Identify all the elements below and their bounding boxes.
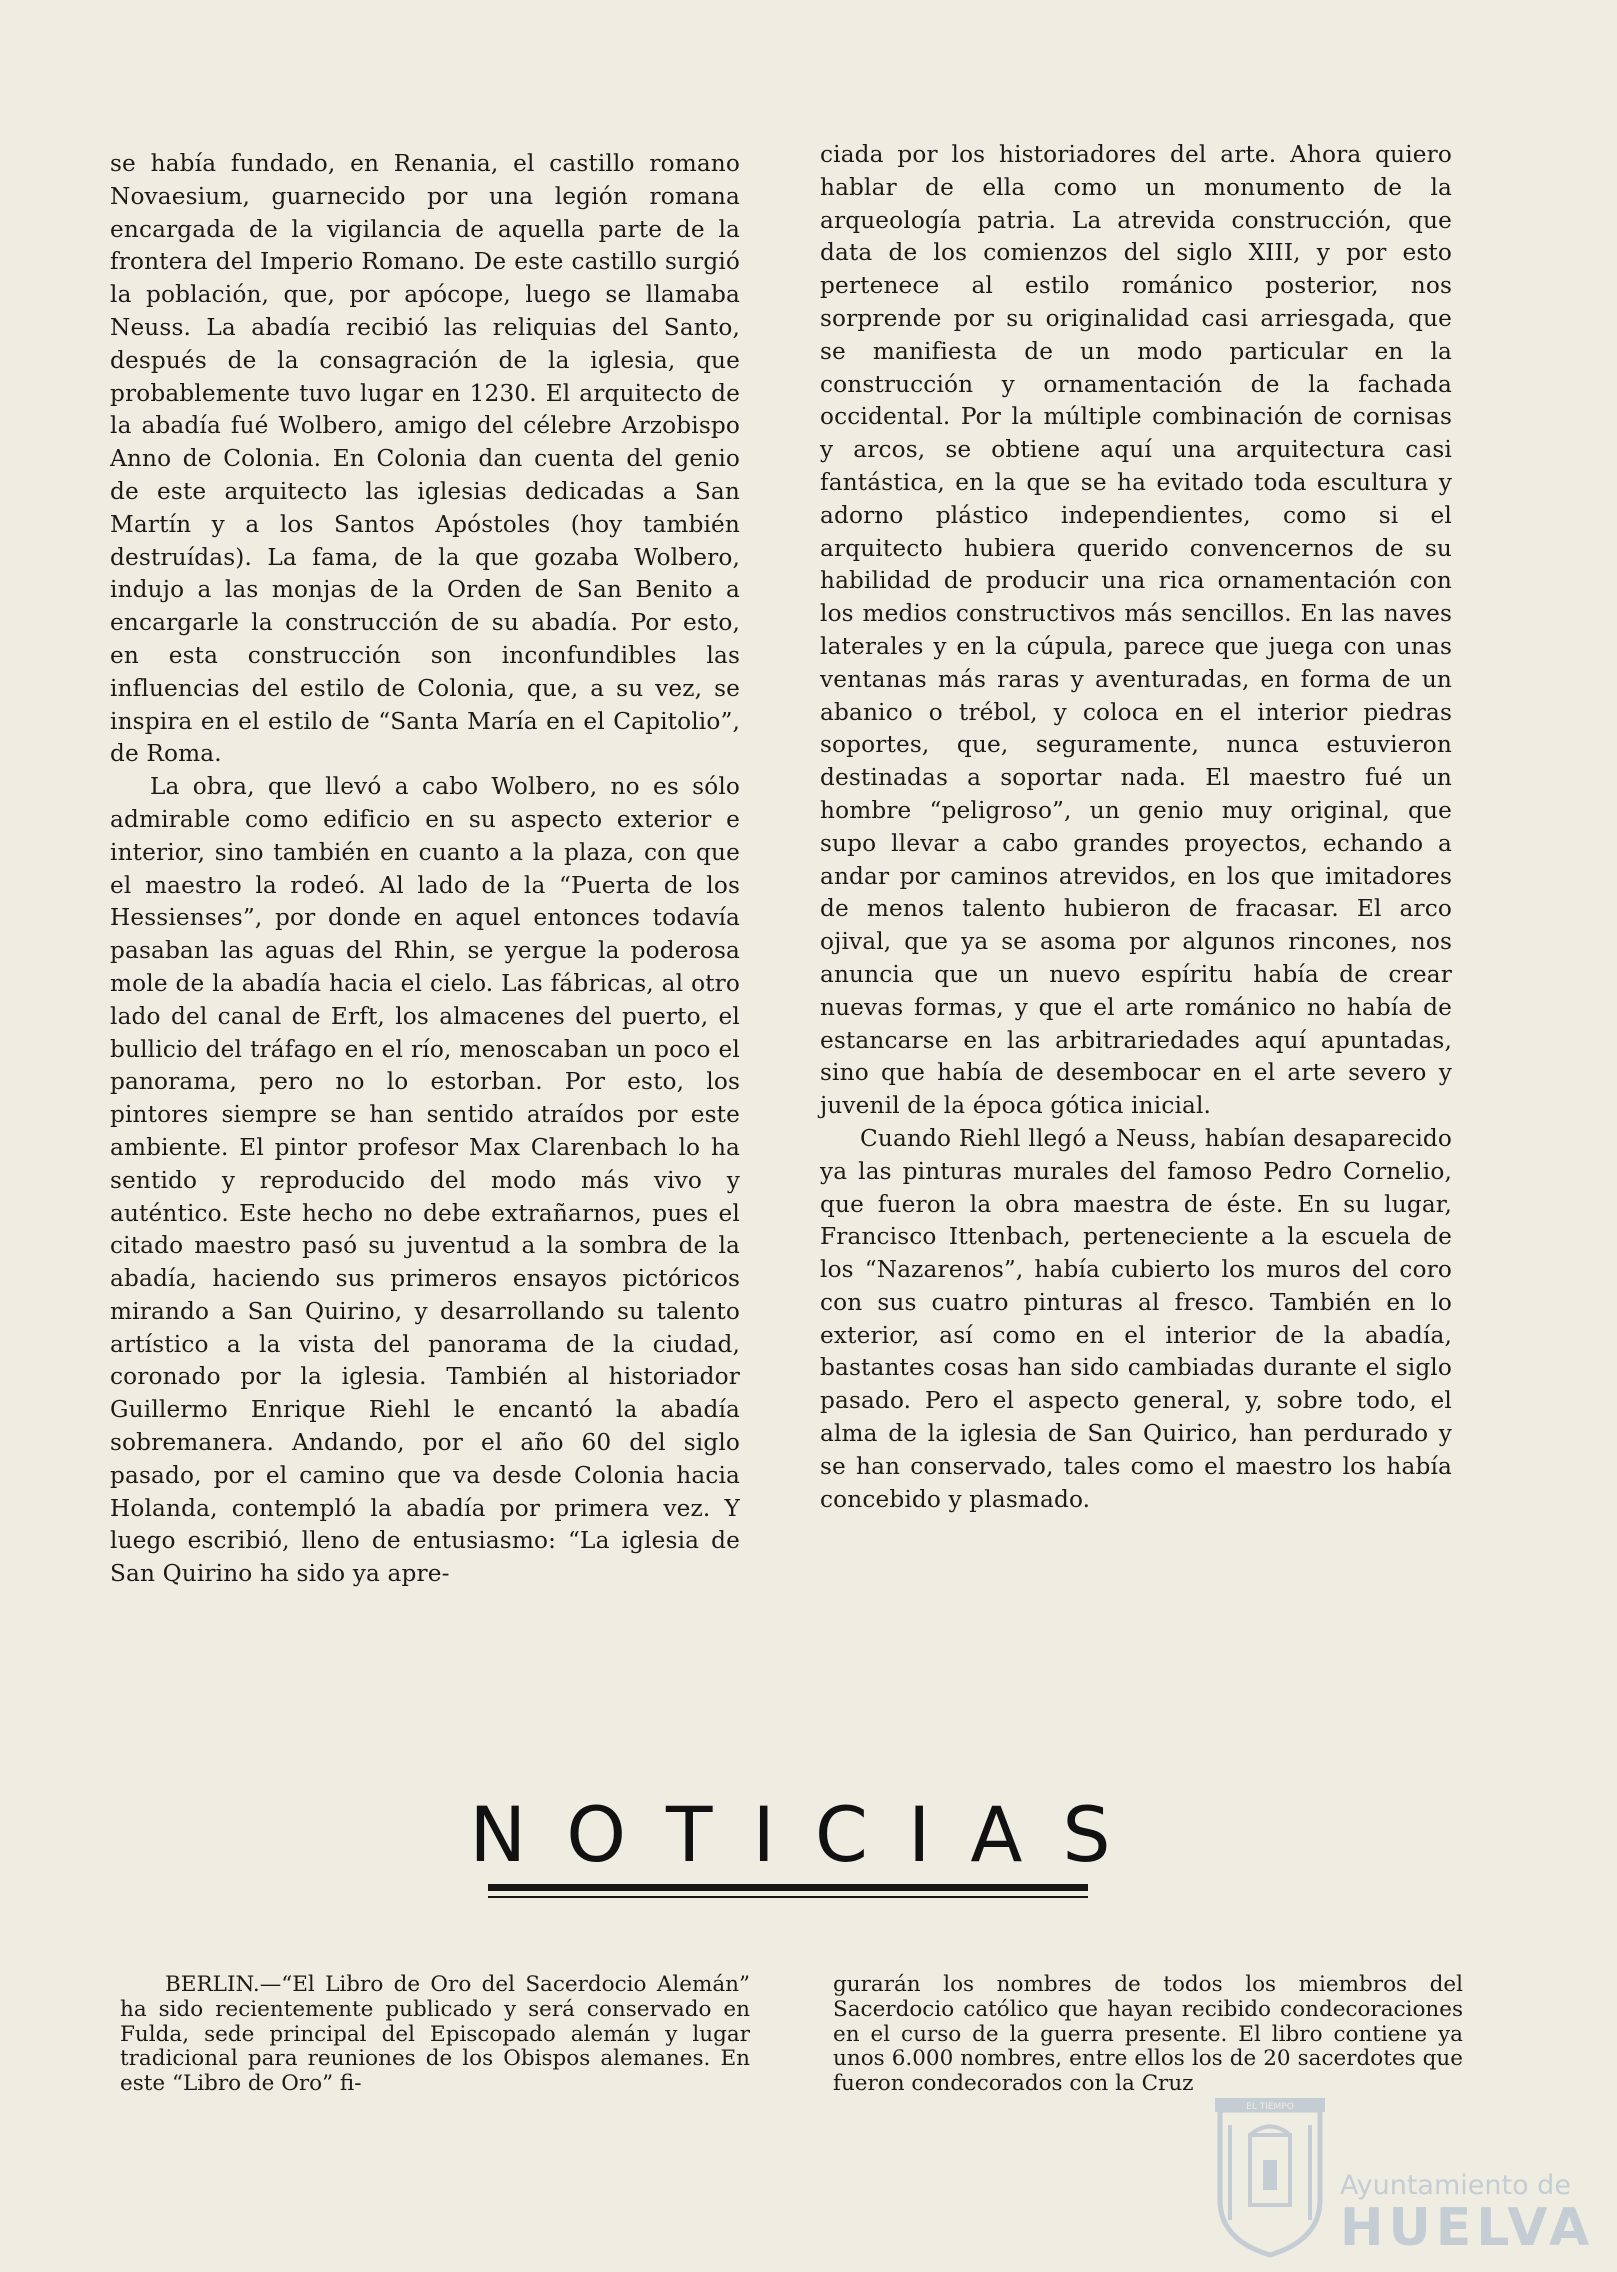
article-paragraph: ciada por los historiadores del arte. Ahora quiero hablar de ella como un monumento de la arqueología patria. La atrevida construcción, que data de los comienzos del siglo XIII, y por esto pertenece al estilo románico posterior, nos sorprende por su originalidad casi arriesgada, que se manifiesta de un modo particular en la construcción y ornamentación de la fachada occidental. Por la múltiple combinación de cornisas y arcos, se obtiene aquí una arquitectura casi fantástica, en la que se ha evitado toda escultura y adorno plástico independientes, como si el arquitecto hubiera querido convencernos de su habilidad de producir una rica ornamentación con los medios constructivos más sencillos. En las naves laterales y en la cúpula, parece que juega con unas ventanas más raras y aventuradas, en forma de un abanico o trébol, y coloca en el interior piedras soportes, que, seguramente, nunca estuvieron destinadas a soportar nada. El maestro fué un hombre “peligroso”, un genio muy original, que supo llevar a cabo grandes proyectos, echando a andar por caminos atrevidos, en los que imitadores de menos talento hubieron de fracasar. El arco ojival, que ya se asoma por algunos rincones, nos anuncia que un nuevo espíritu había de crear nuevas formas, y que el arte románico no había de estancarse en las arbitrariedades aquí apuntadas, sino que había de desembocar en el arte severo y juvenil de la época gótica inicial. [820,141,1452,1120]
article-left-column [110,148,740,1591]
section-heading: NOTICIAS [469,1790,1151,1879]
heading-rule-thick [488,1884,1088,1891]
article-paragraph: Cuando Riehl llegó a Neuss, habían desaparecido ya las pinturas murales del famoso Pedro Cornelio, que fueron la obra maestra de éste. En su lugar, Francisco Ittenbach, perteneciente a la escuela de los “Nazarenos”, había cubierto los muros del coro con sus cuatro pinturas al fresco. También en lo exterior, así como en el interior de la abadía, bastantes cosas han sido cambiadas durante el siglo pasado. Pero el aspecto general, y, sobre todo, el alma de la iglesia de San Quirico, han perdurado y se han conservado, tales como el maestro los había concebido y plasmado. [820,1124,1452,1513]
watermark-title: HUELVA [1340,2198,1595,2258]
coat-of-arms-icon [1205,2080,1335,2260]
heading-rule-thin [488,1896,1088,1898]
watermark-text: Ayuntamiento de [1340,2170,1571,2201]
news-left-column [120,1973,750,2097]
archive-watermark [1205,2080,1595,2260]
article-right-column [820,139,1452,1516]
news-paragraph: BERLIN.—“El Libro de Oro del Sacerdocio Alemán” ha sido recientemente publicado y será conservado en Fulda, sede principal del Episcopado alemán y lugar tradicional para reuniones de los Obispos alemanes. En este “Libro de Oro” fi- [120,1972,750,2097]
emblem-text: EL TIEMPO [1246,2102,1294,2112]
article-paragraph: La obra, que llevó a cabo Wolbero, no es sólo admirable como edificio en su aspecto exterior e interior, sino también en cuanto a la plaza, con que el maestro la rodeó. Al lado de la “Puerta de los Hessienses”, por donde en aquel entonces todavía pasaban las aguas del Rhin, se yergue la poderosa mole de la abadía hacia el cielo. Las fábricas, al otro lado del canal de Erft, los almacenes del puerto, el bullicio del tráfago en el río, menoscaban un poco el panorama, pero no lo estorban. Por esto, los pintores siempre se han sentido atraídos por este ambiente. El pintor profesor Max Clarenbach lo ha sentido y reproducido del modo más vivo y auténtico. Este hecho no debe extrañarnos, pues el citado maestro pasó su juventud a la sombra de la abadía, haciendo sus primeros ensayos pictóricos mirando a San Quirino, y desarrollando su talento artístico a la vista del panorama de la ciudad, coronado por la iglesia. También al historiador Guillermo Enrique Riehl le encantó la abadía sobremanera. Andando, por el año 60 del siglo pasado, por el camino que va desde Colonia hacia Holanda, contempló la abadía por primera vez. Y luego escribió, lleno de entusiasmo: “La iglesia de San Quirino ha sido ya apre- [110,773,740,1588]
news-right-column [833,1973,1463,2097]
news-paragraph: gurarán los nombres de todos los miembros del Sacerdocio católico que hayan recibido condecoraciones en el curso de la guerra presente. El libro contiene ya unos 6.000 nombres, entre ellos los de 20 sacerdotes que fueron condecorados con la Cruz [833,1972,1463,2097]
article-paragraph: se había fundado, en Renania, el castillo romano Novaesium, guarnecido por una legión romana encargada de la vigilancia de aquella parte de la frontera del Imperio Romano. De este castillo surgió la población, que, por apócope, luego se llamaba Neuss. La abadía recibió las reliquias del Santo, después de la consagración de la iglesia, que probablemente tuvo lugar en 1230. El arquitecto de la abadía fué Wolbero, amigo del célebre Arzobispo Anno de Colonia. En Colonia dan cuenta del genio de este arquitecto las iglesias dedicadas a San Martín y a los Santos Apóstoles (hoy también destruídas). La fama, de la que gozaba Wolbero, indujo a las monjas de la Orden de San Benito a encargarle la construcción de su abadía. Por esto, en esta construcción son inconfundibles las influencias del estilo de Colonia, que, a su vez, se inspira en el estilo de “Santa María en el Capitolio”, de Roma. [110,150,740,768]
